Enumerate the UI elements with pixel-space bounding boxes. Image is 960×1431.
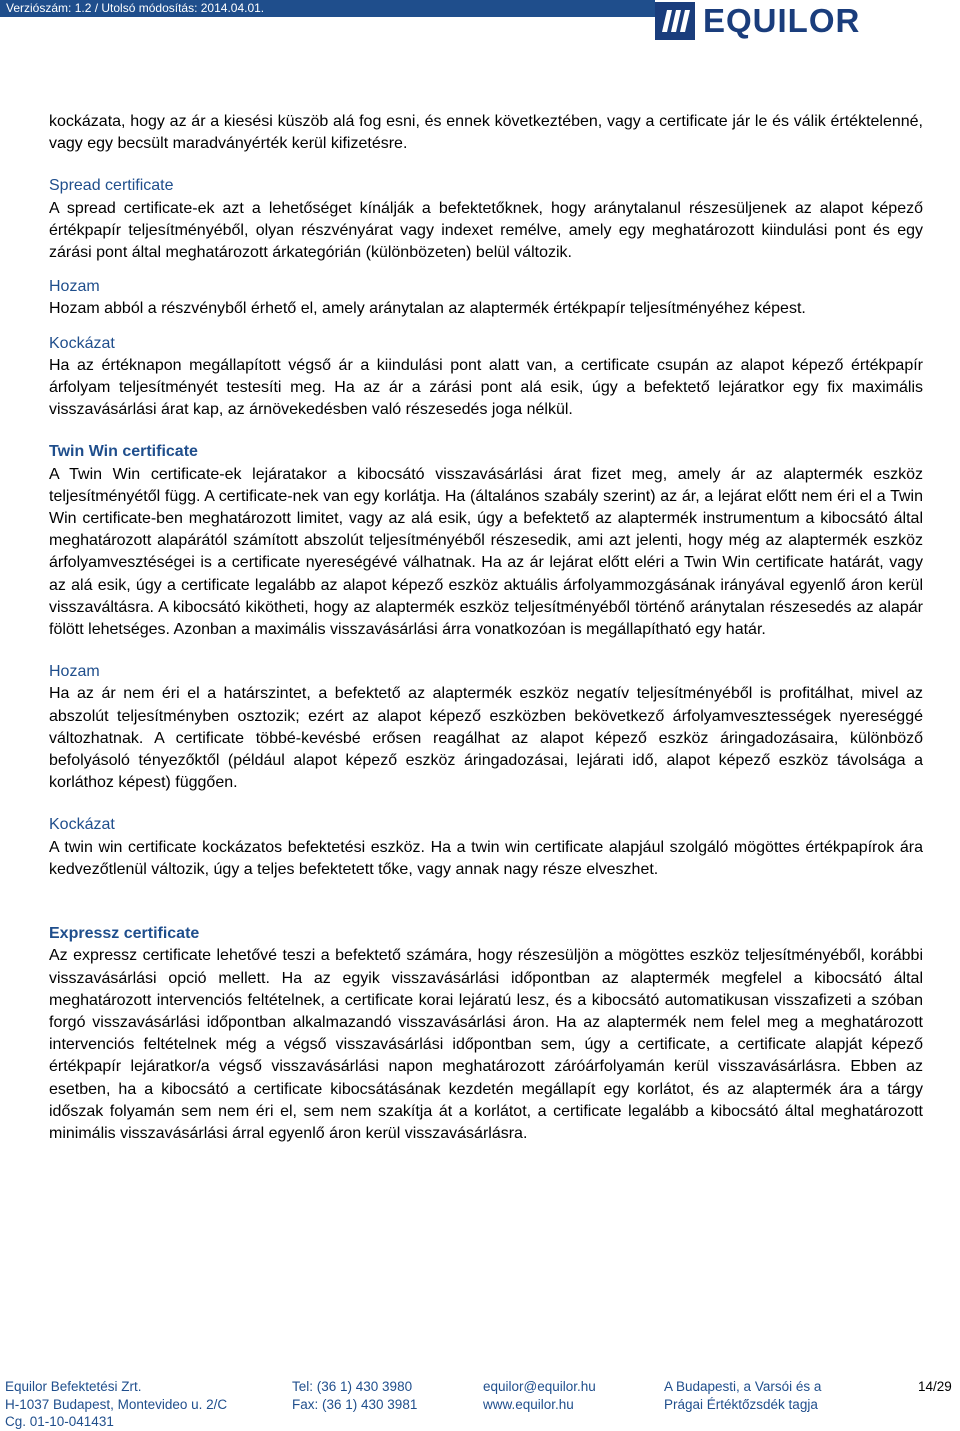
- twin-win-hozam-heading: Hozam: [49, 663, 100, 681]
- spread-heading: Spread certificate: [49, 177, 174, 195]
- twin-win-kockazat-heading: Kockázat: [49, 816, 115, 834]
- footer-email[interactable]: equilor@equilor.hu: [483, 1379, 596, 1394]
- footer-fax: Fax: (36 1) 430 3981: [292, 1396, 418, 1412]
- twin-win-heading: Twin Win certificate: [49, 443, 198, 461]
- footer-address: H-1037 Budapest, Montevideo u. 2/C: [5, 1396, 228, 1412]
- footer-member-block: [664, 1378, 821, 1413]
- spread-kockazat-heading: Kockázat: [49, 334, 115, 352]
- twin-win-hozam-text: Ha az ár nem éri el a határszintet, a befektető az alaptermék eszköz negatív teljesítményéből is profitálhat, mivel az abszolút teljesítményben osztozik; ezért az alapot képező eszközben bekövetkező árfolyamvesztességek nyereséggé változhatnak. A certificate többé-kevésbé erősen reagálhat az alapot képező eszköz áringadozásaira, különböző befolyásoló tényezőktől (például alapot képező eszköz áringadozásai, lejárati idő, alapot képező eszköz távolsága a korláthoz képest) függően.: [49, 685, 923, 792]
- logo-text: EQUILOR: [703, 2, 861, 39]
- footer-tel: Tel: (36 1) 430 3980: [292, 1379, 413, 1394]
- twin-win-kockazat-text: A twin win certificate kockázatos befektetési eszköz. Ha a twin win certificate alapjául szolgáló mögöttes értékpapírok ára kedvezőtlenül változik, úgy a teljes befektetett tőke, vagy annak nagy része elveszhet.: [49, 838, 923, 878]
- page-footer: [0, 1378, 960, 1431]
- expressz-text: Az expressz certificate lehetővé teszi a befektető számára, hogy részesüljön a mögöttes eszköz teljesítményéből, korábbi visszavásárlási opció mellett. Ha az egyik visszavásárlási időpontban az alaptermék megfelel a kibocsátó által meghatározott intervenciós feltételnek, a certificate korai lejáratú lesz, és a kibocsátó automatikusan visszafizeti a szóban forgó visszavásárlási időpontban alkalmazandó visszavásárlási áron. Ha az alaptermék nem felel meg a meghatározott intervenciós feltételnek még a végső visszavásárlási időpontban sem, úgy a certificate, a certificate alapját képező értékpapír lejáratkor/a végső visszavásárlási napon meghatározott záróárfolyamán kerül visszavásárlásra. Ebben az esetben, ha a kibocsátó a certificate kibocsátásának kezdetén megállapít egy korlátot, és az alaptermék ára a tárgy időszak folyamán sem nem éri el, sem nem szakítja át a korlátot, a certificate legalább a kibocsátó által meghatározott minimális visszavásárlási árral egyenlő áron kerül visszavásárlásra.: [49, 947, 923, 1142]
- expressz-heading: Expressz certificate: [49, 925, 200, 943]
- page-header: [0, 0, 960, 44]
- footer-company: Equilor Befektetési Zrt.: [5, 1379, 142, 1394]
- footer-member-line1: A Budapesti, a Varsói és a: [664, 1379, 822, 1394]
- footer-phone-block: [292, 1378, 417, 1413]
- spread-hozam-text: Hozam abból a részvényből érhető el, amely aránytalan az alaptermék értékpapír teljesítményéhez képest.: [49, 300, 806, 318]
- spread-text: A spread certificate-ek azt a lehetőséget kínálják a befektetőknek, hogy aránytalanul részesüljenek az alapot képező értékpapír teljesítményéből, olyan részvényárat vagy indexet remélve, amely egy meghatározott kiindulási pont és egy zárási pont által meghatározott árkategórián (különbözeten) belül változik.: [49, 199, 923, 262]
- equilor-logo-icon: [655, 2, 695, 40]
- spread-kockazat-text: Ha az értéknapon megállapított végső ár a kiindulási pont alatt van, a certificate csupán az alapot képező értékpapír árfolyam teljesítményét testesíti meg. Ha az ár a zárási pont alá esik, úgy a befektető lejáratkor egy fix maximális visszavásárlási árat kap, az árnövekedésben való részesedés joga nélkül.: [49, 356, 923, 419]
- intro-paragraph: kockázata, hogy az ár a kiesési küszöb alá fog esni, és ennek következtében, vagy a certificate jár le és válik értéktelenné, vagy egy becsült maradványérték kerül kifizetésre.: [49, 113, 923, 153]
- footer-web[interactable]: www.equilor.hu: [483, 1396, 574, 1412]
- footer-member-line2: Prágai Értéktőzsdék tagja: [664, 1396, 818, 1412]
- document-body: [49, 111, 923, 1145]
- twin-win-text: A Twin Win certificate-ek lejáratakor a kibocsátó visszavásárlási árat fizet meg, amely ár az alaptermék eszköz teljesítményétől függ. A certificate-nek van egy korlátja. Ha (általános szabály szerint) az ár, a lejárat előtt nem éri el a Twin Win certificate-ben meghatározott limitet, vagy az alá esik, úgy a befektető az alaptermék instrumentum a kibocsátó által meghatározott alapárától számított abszolút teljesítményéből részesedik, ami azt jelenti, hogy még az alaptermék eszköz árfolyamvesztéségei is a certificate nyereségévé válhatnak. Ha az ár lejárat előtt eléri a Twin Win certificate határát, vagy az alá esik, úgy a certificate legalább az alapot képező eszköz aktuális árfolyammozgásának irányával egyenlő áron kerül visszaváltásra. A kibocsátó kikötheti, hogy az alaptermék eszköz teljesítményéből történő aránytalan részesedés az alapár fölött lehetséges. Azonban a maximális visszavásárlási árra vonatkozóan is megállapítható egy határ.: [49, 465, 923, 639]
- equilor-logo: [655, 0, 925, 42]
- version-bar: Verziószám: 1.2 / Utolsó módosítás: 2014.04.01.: [0, 0, 655, 17]
- footer-contact-block: [483, 1378, 596, 1413]
- page-number: 14/29: [918, 1379, 952, 1394]
- spread-hozam-heading: Hozam: [49, 278, 100, 296]
- footer-company-block: [5, 1378, 227, 1431]
- footer-cg: Cg. 01-10-041431: [5, 1414, 114, 1429]
